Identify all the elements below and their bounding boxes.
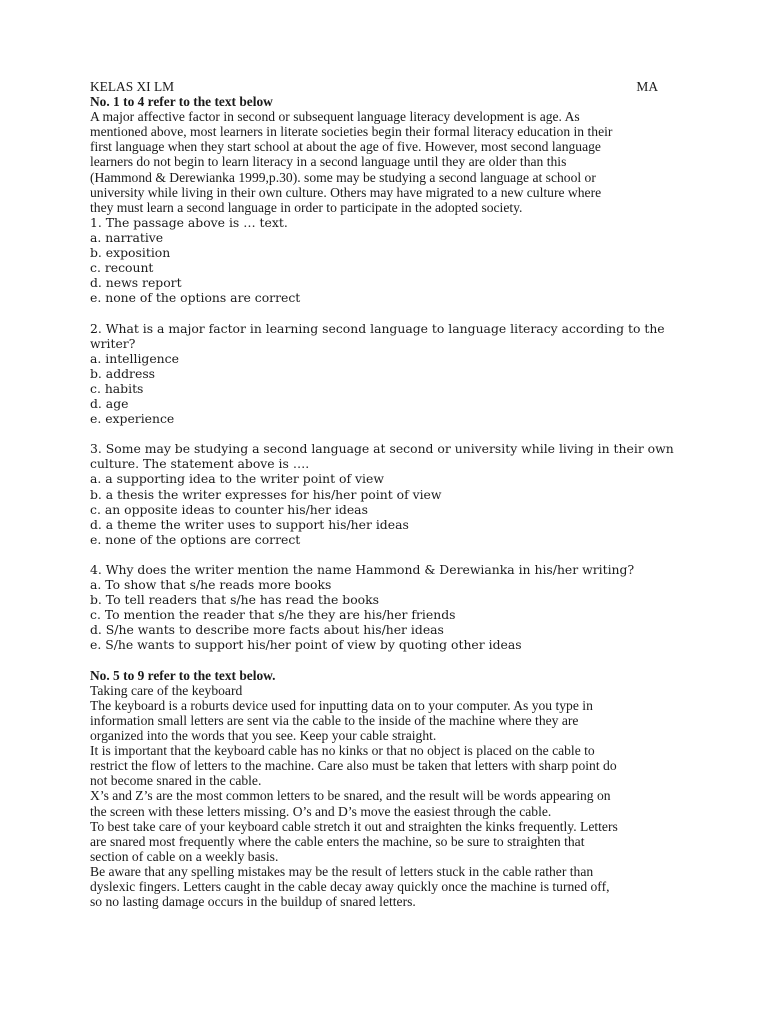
passage-line: are snared most frequently where the cable enters the machine, so be sure to straighten that	[90, 833, 585, 849]
option-b: b. exposition	[90, 245, 171, 261]
option-b: b. a thesis the writer expresses for his/her point of view	[90, 486, 442, 502]
document-header	[90, 79, 676, 94]
passage-line: university while living in their own culture. Others may have migrated to a new culture where	[90, 184, 602, 200]
question-text: 3. Some may be studying a second language at second or university while living in their own	[90, 441, 674, 457]
level-label: MA	[636, 79, 658, 94]
spacer	[90, 653, 676, 668]
spacer	[90, 305, 676, 320]
section-1-heading: No. 1 to 4 refer to the text below	[90, 94, 273, 110]
passage-line: first language when they start school at about the age of five. However, most second language	[90, 139, 601, 155]
passage-line: The keyboard is a roburts device used for inputting data on to your computer. As you type in	[90, 697, 593, 713]
passage-line: not become snared in the cable.	[90, 773, 262, 789]
passage-line: dyslexic fingers. Letters caught in the cable decay away quickly once the machine is turned off,	[90, 878, 610, 894]
option-a: a. intelligence	[90, 350, 179, 366]
question-4	[90, 562, 676, 653]
passage-line: Be aware that any spelling mistakes may be the result of letters stuck in the cable rather than	[90, 863, 594, 879]
option-c: c. To mention the reader that s/he they are his/her friends	[90, 607, 456, 623]
option-d: d. news report	[90, 275, 182, 291]
passage-line: they must learn a second language in order to participate in the adopted society.	[90, 199, 523, 215]
document-page	[90, 79, 676, 909]
section-2-heading: No. 5 to 9 refer to the text below.	[90, 667, 276, 683]
passage-line: mentioned above, most learners in literate societies begin their formal literacy education in their	[90, 124, 613, 140]
question-text: writer?	[90, 335, 136, 351]
question-1	[90, 215, 676, 306]
passage-line: the screen with these letters missing. O’s and D’s move the easiest through the cable.	[90, 803, 552, 819]
option-d: d. S/he wants to describe more facts about his/her ideas	[90, 622, 444, 638]
option-c: c. an opposite ideas to counter his/her ideas	[90, 501, 368, 517]
passage-1	[90, 109, 676, 215]
passage-2-title: Taking care of the keyboard	[90, 682, 243, 698]
passage-line: (Hammond & Derewianka 1999,p.30). some may be studying a second language at school or	[90, 169, 596, 185]
passage-line: It is important that the keyboard cable has no kinks or that no object is placed on the cable to	[90, 743, 595, 759]
option-e: e. none of the options are correct	[90, 290, 301, 306]
option-a: a. narrative	[90, 229, 164, 245]
passage-line: X’s and Z’s are the most common letters to be snared, and the result will be words appearing on	[90, 788, 611, 804]
option-e: e. experience	[90, 411, 175, 427]
question-2	[90, 321, 676, 427]
option-b: b. To tell readers that s/he has read the books	[90, 592, 379, 608]
question-3	[90, 441, 676, 547]
question-text: 1. The passage above is … text.	[90, 214, 288, 230]
passage-line: restrict the flow of letters to the machine. Care also must be taken that letters with sharp point do	[90, 758, 617, 774]
question-text: culture. The statement above is ….	[90, 456, 310, 472]
passage-line: learners do not begin to learn literacy in a second language until they are older than this	[90, 154, 567, 170]
passage-line: so no lasting damage occurs in the buildup of snared letters.	[90, 894, 416, 910]
option-c: c. habits	[90, 380, 144, 396]
option-b: b. address	[90, 365, 156, 381]
passage-line: To best take care of your keyboard cable stretch it out and straighten the kinks frequently. Letters	[90, 818, 618, 834]
passage-line: A major affective factor in second or subsequent language literacy development is age. As	[90, 109, 580, 125]
question-text: 2. What is a major factor in learning second language to language literacy according to the	[90, 320, 665, 336]
question-text: 4. Why does the writer mention the name Hammond & Derewianka in his/her writing?	[90, 562, 635, 577]
option-e: e. S/he wants to support his/her point of view by quoting other ideas	[90, 637, 522, 653]
option-a: a. a supporting idea to the writer point of view	[90, 471, 384, 487]
option-d: d. a theme the writer uses to support his/her ideas	[90, 516, 409, 532]
spacer	[90, 547, 676, 562]
passage-line: organized into the words that you see. Keep your cable straight.	[90, 728, 437, 744]
option-c: c. recount	[90, 260, 154, 276]
passage-line: information small letters are sent via the cable to the inside of the machine where they are	[90, 712, 579, 728]
option-d: d. age	[90, 395, 129, 411]
passage-2	[90, 698, 676, 909]
class-label: KELAS XI LM	[90, 79, 175, 94]
option-e: e. none of the options are correct	[90, 531, 301, 547]
option-a: a. To show that s/he reads more books	[90, 577, 332, 593]
passage-line: section of cable on a weekly basis.	[90, 848, 279, 864]
spacer	[90, 426, 676, 441]
